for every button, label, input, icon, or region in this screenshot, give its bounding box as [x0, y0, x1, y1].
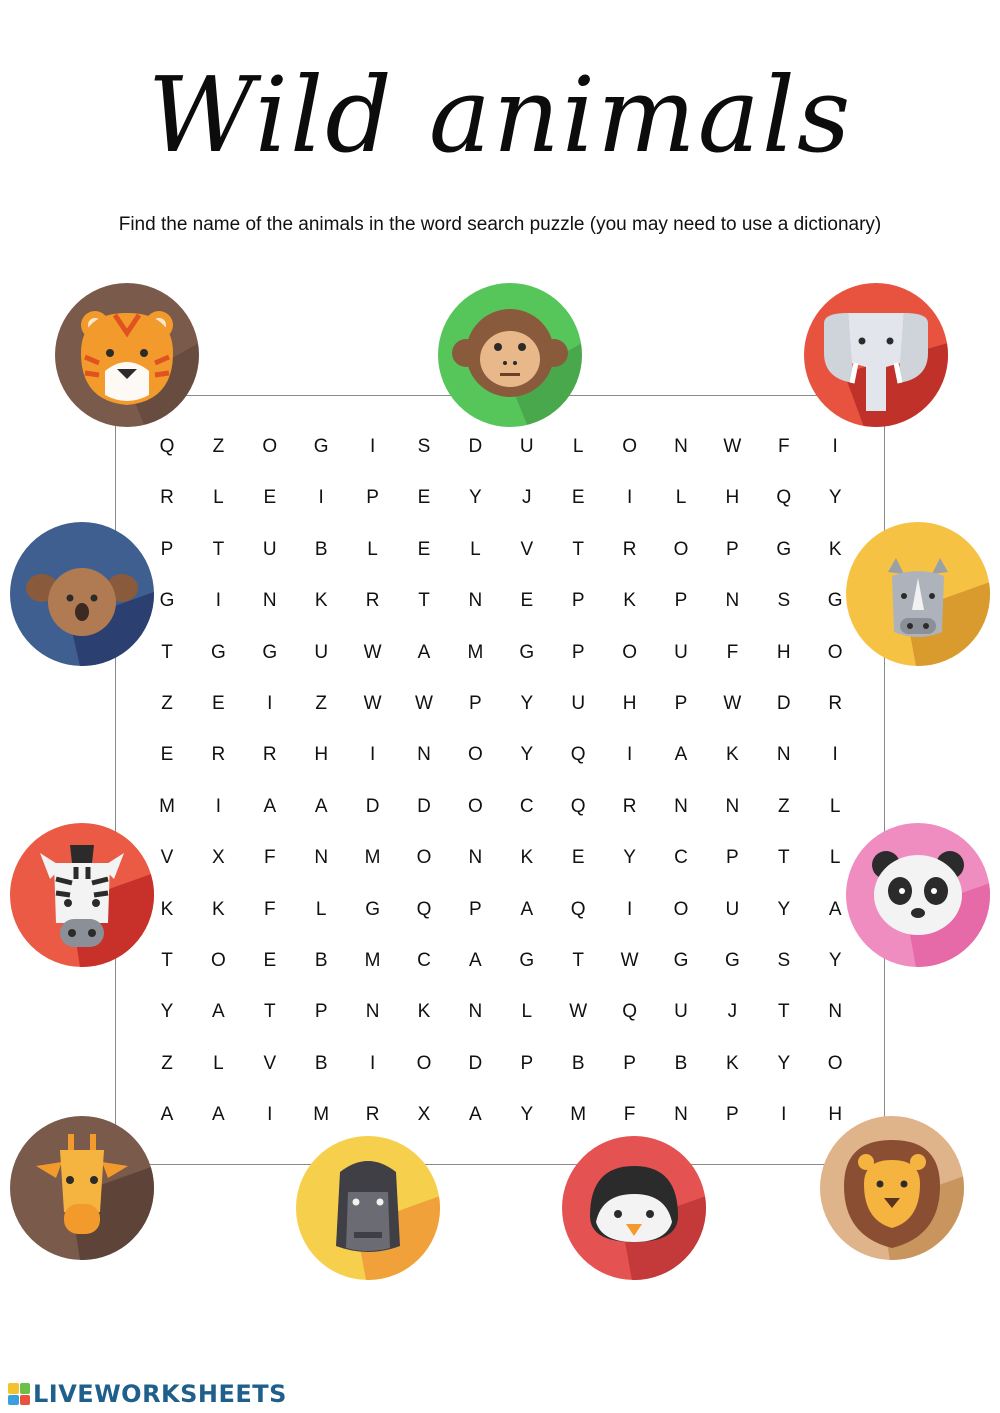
grid-cell[interactable]: U: [571, 693, 586, 714]
grid-cell[interactable]: M: [364, 950, 381, 971]
grid-cell[interactable]: C: [674, 847, 688, 869]
rhino-icon: [846, 522, 990, 666]
grid-cell[interactable]: J: [522, 487, 532, 509]
grid-cell[interactable]: G: [725, 950, 740, 971]
grid-cell[interactable]: O: [622, 641, 637, 663]
grid-cell[interactable]: N: [725, 590, 740, 612]
logo-square: [8, 1395, 19, 1406]
grid-cell[interactable]: N: [262, 590, 277, 612]
grid-cell[interactable]: R: [622, 538, 637, 560]
grid-cell[interactable]: Q: [570, 795, 586, 817]
grid-cell[interactable]: Y: [520, 693, 534, 714]
grid-cell[interactable]: R: [160, 487, 174, 509]
grid-cell[interactable]: N: [468, 847, 483, 869]
grid-cell[interactable]: E: [417, 538, 431, 560]
grid-cell[interactable]: K: [726, 1052, 739, 1074]
grid-cell[interactable]: Z: [315, 693, 327, 714]
grid-cell[interactable]: E: [571, 847, 585, 869]
monkey-icon: [438, 283, 582, 427]
grid-cell[interactable]: Q: [416, 898, 432, 920]
grid-cell[interactable]: L: [315, 898, 327, 920]
grid-cell[interactable]: G: [519, 950, 535, 971]
grid-cell[interactable]: P: [520, 1052, 534, 1074]
zebra-icon: [10, 823, 154, 967]
grid-cell[interactable]: A: [520, 898, 534, 920]
grid-cell[interactable]: L: [521, 1001, 533, 1023]
grid-cell[interactable]: D: [776, 693, 791, 714]
grid-cell[interactable]: I: [215, 795, 222, 817]
lion-icon: [820, 1116, 964, 1260]
grid-cell[interactable]: I: [369, 744, 376, 766]
grid-cell[interactable]: R: [365, 1104, 380, 1126]
grid-cell[interactable]: I: [369, 1052, 376, 1074]
grid-cell[interactable]: J: [727, 1001, 738, 1023]
grid-cell[interactable]: V: [520, 538, 534, 560]
grid-cell[interactable]: K: [726, 744, 739, 766]
grid-cell[interactable]: Q: [622, 1001, 637, 1023]
grid-cell[interactable]: I: [626, 744, 633, 766]
grid-cell[interactable]: O: [416, 1052, 432, 1074]
grid-cell[interactable]: P: [623, 1052, 636, 1074]
grid-cell[interactable]: E: [263, 487, 277, 509]
grid-cell[interactable]: S: [417, 436, 431, 457]
grid-cell[interactable]: R: [365, 590, 380, 612]
grid-cell[interactable]: H: [725, 487, 740, 509]
grid-cell[interactable]: T: [777, 1001, 790, 1023]
grid-cell[interactable]: U: [725, 898, 740, 920]
grid-cell[interactable]: L: [572, 436, 584, 457]
grid-cell[interactable]: E: [571, 487, 585, 509]
grid-cell[interactable]: N: [365, 1001, 380, 1023]
grid-cell[interactable]: I: [781, 1104, 787, 1126]
grid-cell[interactable]: G: [313, 436, 329, 457]
logo-mark-icon: [8, 1383, 30, 1405]
grid-cell[interactable]: Y: [777, 898, 791, 920]
grid-cell[interactable]: C: [519, 795, 534, 817]
grid-cell[interactable]: P: [160, 538, 174, 560]
grid-cell[interactable]: I: [832, 744, 838, 766]
grid-cell[interactable]: N: [828, 1001, 843, 1023]
grid-cell[interactable]: L: [470, 538, 481, 560]
grid-cell[interactable]: I: [626, 898, 633, 920]
grid-cell[interactable]: S: [777, 590, 791, 612]
grid-cell[interactable]: V: [160, 847, 174, 869]
grid-cell[interactable]: W: [620, 950, 639, 971]
grid-cell[interactable]: N: [468, 1001, 483, 1023]
grid-cell[interactable]: P: [314, 1001, 328, 1023]
grid-cell[interactable]: A: [469, 950, 482, 971]
grid-cell[interactable]: B: [314, 1052, 328, 1074]
grid-cell[interactable]: Y: [520, 1104, 534, 1126]
grid-cell[interactable]: M: [364, 847, 381, 869]
grid-cell[interactable]: L: [829, 847, 841, 869]
grid-cell[interactable]: L: [675, 487, 687, 509]
grid-cell[interactable]: P: [726, 538, 739, 560]
liveworksheets-logo[interactable]: [8, 1381, 287, 1407]
grid-cell[interactable]: I: [267, 1104, 273, 1126]
grid-cell[interactable]: E: [520, 590, 534, 612]
grid-cell[interactable]: W: [363, 693, 382, 714]
grid-cell[interactable]: G: [776, 538, 792, 560]
grid-cell[interactable]: R: [262, 744, 277, 766]
grid-cell[interactable]: Y: [160, 1001, 174, 1023]
tiger-icon: [55, 283, 199, 427]
grid-cell[interactable]: F: [623, 1104, 636, 1126]
grid-cell[interactable]: I: [267, 693, 273, 714]
grid-cell[interactable]: N: [468, 590, 483, 612]
grid-cell[interactable]: O: [622, 436, 637, 457]
grid-cell[interactable]: D: [468, 1052, 483, 1074]
grid-cell[interactable]: A: [212, 1104, 225, 1126]
grid-cell[interactable]: A: [263, 795, 277, 817]
grid-cell[interactable]: P: [726, 847, 739, 869]
grid-cell[interactable]: E: [160, 744, 174, 766]
grid-cell[interactable]: U: [519, 436, 534, 457]
grid-cell[interactable]: T: [572, 538, 584, 560]
grid-cell[interactable]: I: [369, 436, 376, 457]
grid-cell[interactable]: L: [829, 795, 841, 817]
grid-cell[interactable]: S: [777, 950, 791, 971]
grid-cell[interactable]: N: [674, 436, 688, 457]
grid-cell[interactable]: W: [415, 693, 433, 714]
grid-cell[interactable]: I: [832, 436, 838, 457]
grid-cell[interactable]: T: [212, 538, 225, 560]
gorilla-icon: [296, 1136, 440, 1280]
grid-cell[interactable]: N: [674, 1104, 688, 1126]
grid-cell[interactable]: A: [674, 744, 688, 766]
grid-cell[interactable]: G: [519, 641, 535, 663]
grid-cell[interactable]: M: [570, 1104, 587, 1126]
grid-cell[interactable]: O: [468, 795, 483, 817]
grid-cell[interactable]: U: [262, 538, 277, 560]
grid-cell[interactable]: D: [365, 795, 380, 817]
grid-cell[interactable]: T: [777, 847, 790, 869]
grid-cell[interactable]: T: [263, 1001, 276, 1023]
grid-cell[interactable]: A: [314, 795, 328, 817]
grid-cell[interactable]: K: [520, 847, 534, 869]
grid-cell[interactable]: O: [262, 436, 278, 457]
grid-cell[interactable]: Q: [570, 898, 586, 920]
grid-cell[interactable]: L: [213, 487, 224, 509]
grid-cell[interactable]: G: [673, 950, 689, 971]
grid-cell[interactable]: P: [571, 641, 585, 663]
grid-cell[interactable]: E: [212, 693, 225, 714]
grid-cell[interactable]: Z: [161, 1052, 173, 1074]
grid-cell[interactable]: Y: [828, 950, 842, 971]
grid-cell[interactable]: Y: [777, 1052, 791, 1074]
grid-cell[interactable]: K: [417, 1001, 431, 1023]
grid-cell[interactable]: R: [828, 693, 843, 714]
grid-cell[interactable]: G: [262, 641, 278, 663]
grid-cell[interactable]: I: [318, 487, 324, 509]
grid-cell[interactable]: Q: [159, 436, 175, 457]
grid-cell[interactable]: Y: [623, 847, 636, 869]
grid-cell[interactable]: Z: [777, 795, 790, 817]
grid-cell[interactable]: W: [363, 641, 382, 663]
grid-cell[interactable]: N: [776, 744, 791, 766]
grid-cell[interactable]: K: [212, 898, 225, 920]
logo-square: [20, 1383, 31, 1394]
grid-cell[interactable]: A: [160, 1104, 174, 1126]
grid-cell[interactable]: P: [674, 693, 688, 714]
logo-text: LIVEWORKSHEETS: [33, 1380, 287, 1408]
grid-cell[interactable]: M: [313, 1104, 330, 1126]
grid-cell[interactable]: H: [622, 693, 637, 714]
grid-cell[interactable]: P: [469, 898, 482, 920]
grid-cell[interactable]: A: [828, 898, 842, 920]
grid-cell[interactable]: P: [469, 693, 482, 714]
grid-cell[interactable]: E: [263, 950, 277, 971]
grid-cell[interactable]: N: [417, 744, 431, 766]
grid-cell[interactable]: N: [674, 795, 688, 817]
grid-cell[interactable]: D: [417, 795, 431, 817]
elephant-icon: [804, 283, 948, 427]
grid-cell[interactable]: P: [366, 487, 379, 509]
grid-cell[interactable]: Q: [570, 744, 586, 766]
grid-cell[interactable]: W: [723, 436, 742, 457]
grid-cell[interactable]: T: [572, 950, 584, 971]
grid-cell[interactable]: H: [776, 641, 791, 663]
grid-cell[interactable]: B: [314, 538, 328, 560]
grid-cell[interactable]: K: [160, 898, 174, 920]
grid-cell[interactable]: U: [674, 1001, 688, 1023]
grid-cell[interactable]: N: [725, 795, 740, 817]
grid-cell[interactable]: G: [365, 898, 380, 920]
grid-cell[interactable]: Q: [776, 487, 792, 509]
grid-cell[interactable]: F: [777, 436, 790, 457]
grid-cell[interactable]: P: [726, 1104, 739, 1126]
grid-cell[interactable]: O: [673, 898, 689, 920]
grid-cell[interactable]: R: [211, 744, 226, 766]
grid-cell[interactable]: F: [726, 641, 739, 663]
grid-cell[interactable]: P: [571, 590, 585, 612]
grid-cell[interactable]: F: [263, 898, 276, 920]
grid-cell[interactable]: U: [674, 641, 688, 663]
grid-cell[interactable]: A: [212, 1001, 225, 1023]
grid-cell[interactable]: O: [827, 641, 843, 663]
grid-cell[interactable]: G: [211, 641, 226, 663]
grid-cell[interactable]: K: [828, 538, 842, 560]
grid-cell[interactable]: E: [417, 487, 431, 509]
grid-cell[interactable]: P: [674, 590, 688, 612]
grid-cell[interactable]: H: [314, 744, 329, 766]
grid-cell[interactable]: O: [673, 538, 689, 560]
logo-square: [20, 1395, 31, 1406]
page-title: Wild animals: [147, 54, 853, 176]
grid-cell[interactable]: G: [827, 590, 843, 612]
grid-cell[interactable]: D: [468, 436, 483, 457]
grid-cell[interactable]: W: [569, 1001, 588, 1023]
grid-cell[interactable]: B: [314, 950, 328, 971]
grid-cell[interactable]: A: [417, 641, 431, 663]
grid-cell[interactable]: Z: [212, 436, 225, 457]
grid-cell[interactable]: L: [367, 538, 378, 560]
grid-cell[interactable]: L: [213, 1052, 224, 1074]
grid-cell[interactable]: X: [212, 847, 225, 869]
grid-cell[interactable]: T: [418, 590, 430, 612]
grid-cell[interactable]: M: [159, 795, 175, 817]
grid-cell[interactable]: O: [468, 744, 483, 766]
grid-cell[interactable]: Z: [161, 693, 173, 714]
penguin-icon: [562, 1136, 706, 1280]
grid-cell[interactable]: U: [314, 641, 329, 663]
grid-cell[interactable]: K: [314, 590, 328, 612]
grid-cell[interactable]: R: [622, 795, 637, 817]
grid-cell[interactable]: G: [159, 590, 175, 612]
grid-cell[interactable]: M: [467, 641, 484, 663]
grid-cell[interactable]: F: [263, 847, 276, 869]
grid-cell[interactable]: C: [417, 950, 431, 971]
grid-cell[interactable]: Y: [520, 744, 534, 766]
grid-cell[interactable]: O: [211, 950, 226, 971]
grid-cell[interactable]: Y: [828, 487, 842, 509]
logo-square: [8, 1383, 19, 1394]
grid-cell[interactable]: H: [828, 1104, 843, 1126]
koala-icon: [10, 522, 154, 666]
giraffe-icon: [10, 1116, 154, 1260]
panda-icon: [846, 823, 990, 967]
instructions-text: Find the name of the animals in the word search puzzle (you may need to use a dictionary): [118, 214, 882, 235]
grid-cell[interactable]: Y: [469, 487, 482, 509]
grid-cell[interactable]: N: [314, 847, 329, 869]
grid-cell[interactable]: B: [571, 1052, 585, 1074]
grid-cell[interactable]: X: [417, 1104, 431, 1126]
grid-cell[interactable]: V: [263, 1052, 277, 1074]
grid-cell[interactable]: T: [161, 641, 173, 663]
grid-cell[interactable]: I: [626, 487, 633, 509]
grid-cell[interactable]: I: [215, 590, 222, 612]
grid-cell[interactable]: W: [723, 693, 742, 714]
grid-cell[interactable]: O: [827, 1052, 843, 1074]
grid-cell[interactable]: K: [623, 590, 636, 612]
grid-cell[interactable]: O: [416, 847, 432, 869]
grid-cell[interactable]: T: [161, 950, 173, 971]
grid-cell[interactable]: A: [469, 1104, 482, 1126]
grid-cell[interactable]: B: [674, 1052, 688, 1074]
